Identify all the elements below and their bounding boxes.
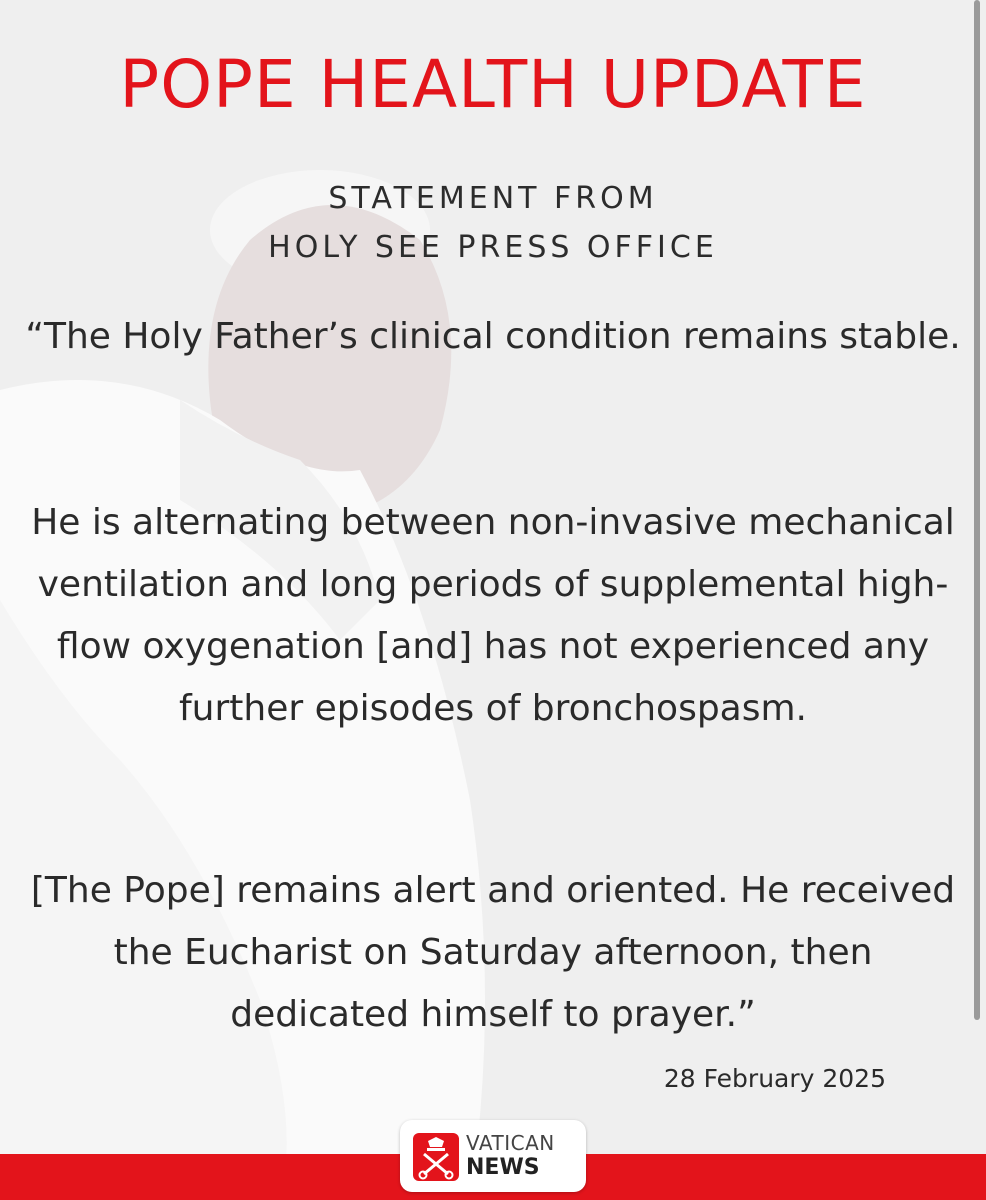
scrollbar[interactable] xyxy=(970,0,986,1200)
statement-paragraph-2: He is alternating between non-invasive mechanical ventilation and long periods of supplemental high-flow oxygenation [and] has not experienced any further episodes of bronchospasm. xyxy=(31,502,955,729)
scrollbar-thumb[interactable] xyxy=(974,0,980,1020)
logo-text-vatican: VATICAN xyxy=(466,1131,555,1155)
statement-paragraph-1: “The Holy Father’s clinical condition remains stable. xyxy=(25,316,961,357)
vatican-keys-emblem-icon xyxy=(412,1132,460,1182)
statement-date: 28 February 2025 xyxy=(663,1064,886,1093)
page-title: POPE HEALTH UPDATE xyxy=(119,46,867,123)
subtitle-press-office: HOLY SEE PRESS OFFICE xyxy=(268,230,718,265)
statement-paragraph-3: [The Pope] remains alert and oriented. He received the Eucharist on Saturday afternoon, then dedicated himself to prayer.” xyxy=(30,870,956,1035)
logo-text-news: NEWS xyxy=(466,1155,540,1180)
vatican-news-logo[interactable] xyxy=(400,1120,586,1192)
subtitle-statement-from: STATEMENT FROM xyxy=(328,181,658,216)
